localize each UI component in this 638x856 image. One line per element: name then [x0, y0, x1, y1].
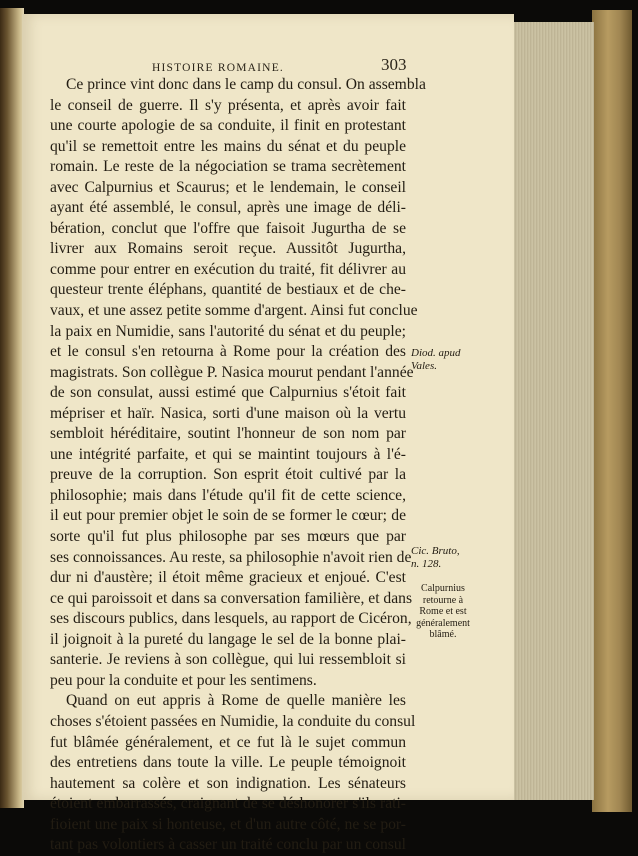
text-line: une intégrité parfaite, et qui se maintint toujours à l'é-: [50, 445, 406, 463]
text-line: fut blâmée généralement, et ce fut là le sujet commun: [50, 733, 406, 751]
margin-note-line: n. 128.: [411, 557, 442, 570]
text-line: il eut pour premier objet le soin de se former le cœur; de: [50, 507, 406, 525]
text-line: avec Calpurnius et Scaurus; et le lendemain, le conseil: [50, 178, 406, 196]
text-line: il joignoit à la pureté du langage le sel de la bonne plai-: [50, 630, 406, 648]
text-line: ses connoissances. Au reste, sa philosophie n'avoit rien de: [50, 548, 412, 566]
text-line: le conseil de guerre. Il s'y présenta, et après avoir fait: [50, 96, 406, 114]
text-line: santerie. Je reviens à son collègue, qui lui ressembloit si: [50, 651, 406, 669]
text-line: sorte qu'il fut plus philosophe par ses mœurs que par: [50, 528, 406, 546]
text-line: de son consulat, aussi estimé que Calpurnius s'étoit fait: [50, 384, 406, 402]
text-line: romain. Le reste de la négociation se trama secrètement: [50, 158, 406, 176]
page-fore-edge: [512, 22, 594, 800]
margin-note-line: Rome et est: [419, 606, 467, 617]
text-line: preuve de la corruption. Son esprit étoit cultivé par la: [50, 466, 406, 484]
text-line: hautement sa colère et son indignation. Les sénateurs: [50, 774, 406, 792]
margin-note-line: Diod. apud: [411, 347, 461, 359]
text-line: dur ni d'austère; il étoit même gracieux et enjoué. C'est: [50, 569, 406, 587]
text-line: mépriser et haïr. Nasica, sorti d'une maison où la vertu: [50, 404, 406, 422]
text-line: Quand on eut appris à Rome de quelle manière les: [66, 692, 406, 710]
margin-note-cicero: [411, 545, 460, 570]
text-line: magistrats. Son collègue P. Nasica mourut pendant l'année: [50, 363, 414, 381]
text-line: ses discours publics, dans lesquels, au rapport de Cicéron,: [50, 610, 412, 628]
facing-page-edge: [0, 8, 24, 808]
margin-note-line: retourne à: [422, 594, 464, 606]
text-line: fioient une paix si honteuse, et d'un autre côté, ne se por-: [50, 815, 406, 833]
text-line: une courte apologie de sa conduite, il finit en protestant: [50, 117, 406, 135]
text-line: vaux, et une assez petite somme d'argent. Ainsi fut conclue: [50, 302, 418, 320]
page-number: 303: [381, 55, 407, 74]
text-line: ce qui paroissoit et dans sa conversation familière, et dans: [50, 589, 413, 607]
text-line: et le consul s'en retourna à Rome pour la création des: [50, 343, 406, 361]
margin-note-calpurnius: [411, 583, 475, 641]
margin-note-line: Calpurnius: [421, 583, 465, 594]
text-line: bération, conclut que l'offre que faisoit Jugurtha de se: [50, 219, 406, 237]
margin-note-line: Vales.: [411, 359, 437, 372]
text-line: ayant été assemblé, le consul, après une image de déli-: [50, 199, 406, 217]
text-line: des entretiens dans toute la ville. Le peuple témoignoit: [50, 754, 406, 772]
text-line: philosophie; mais dans l'étude qu'il fit de cette science,: [50, 486, 406, 504]
text-line: la paix en Numidie, sans l'autorité du sénat et du peuple;: [50, 322, 406, 340]
text-line: étoient embarrassés, craignant de se déshonorer s'ils rati-: [50, 795, 406, 813]
text-line: livrer aux Romains seroit reçue. Aussitôt Jugurtha,: [50, 240, 406, 258]
running-title: HISTOIRE ROMAINE.: [152, 62, 284, 74]
text-line: questeur trente éléphans, quantité de bestiaux et de che-: [50, 281, 406, 299]
margin-note-line: généralement: [416, 617, 470, 629]
text-line: peu pour la conduite et pour les sentimens.: [50, 671, 317, 689]
margin-note-line: blâmé.: [429, 629, 457, 640]
margin-note-diodorus: [411, 347, 461, 372]
text-line: comme pour entrer en exécution du traité, fit délivrer au: [50, 260, 406, 278]
margin-note-line: Cic. Bruto,: [411, 545, 460, 557]
text-line: choses s'étoient passées en Numidie, la conduite du consul: [50, 712, 416, 730]
book-cover-board: [592, 10, 632, 812]
text-line: tant pas volontiers à casser un traité conclu par un consul: [50, 836, 406, 854]
text-line: Ce prince vint donc dans le camp du consul. On assembla: [66, 76, 426, 93]
text-line: sembloit héréditaire, soutint l'honneur de son nom par: [50, 425, 406, 443]
text-line: qu'il se remettoit entre les mains du sénat et du peuple: [50, 137, 406, 155]
